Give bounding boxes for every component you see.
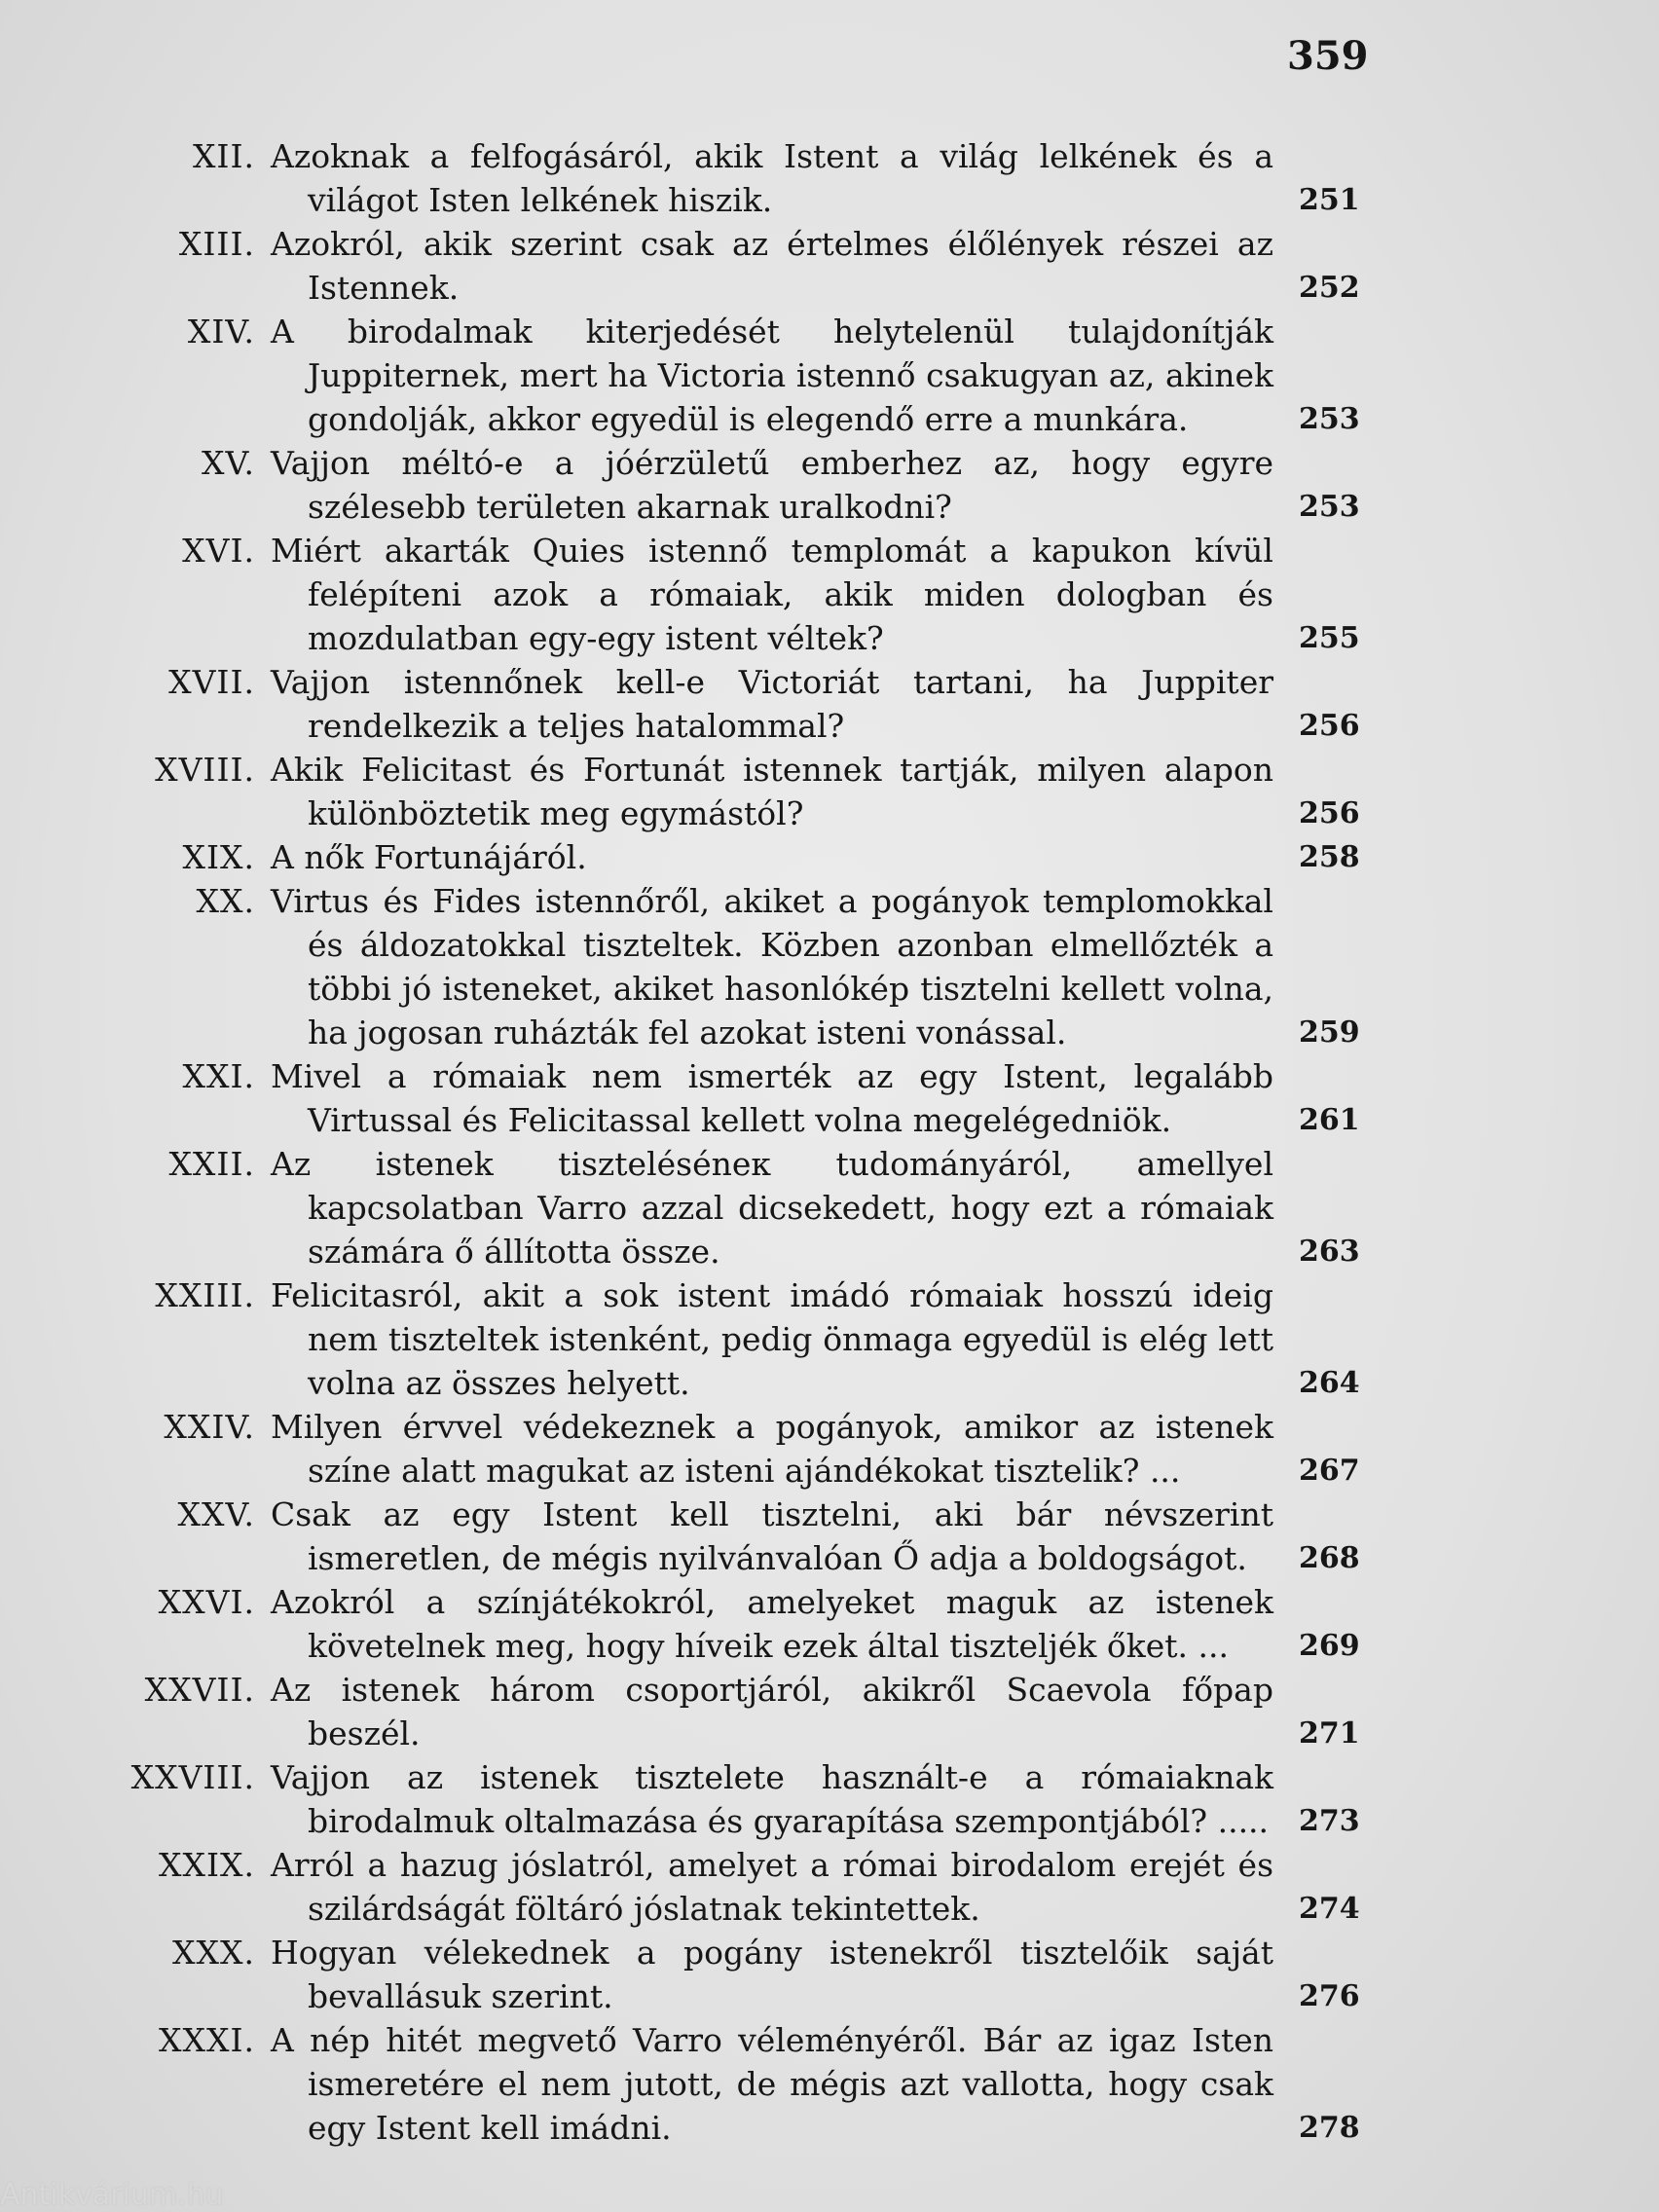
chapter-number: XXV. — [177, 1495, 255, 1533]
chapter-title: Arról a hazug jóslatról, amelyet a római birodalom erejét és szilárdságát föltáró jóslatnak tekintettek. — [271, 1846, 1273, 1928]
chapter-page-ref: 253 — [1299, 402, 1360, 436]
chapter-page-ref: 274 — [1299, 1892, 1360, 1926]
chapter-title-block — [271, 1755, 1273, 1843]
chapter-number: XXVI. — [158, 1583, 255, 1621]
chapter-title: Vajjon méltó-e a jóérzületű emberhez az, hogy egyre szélesebb területen akarnak uralkodni? — [271, 444, 1273, 526]
chapter-title: Vajjon az istenek tisztelete használt-e a rómaiaknak birodalmuk oltalmazása és gyarapítása szempontjából? ..... — [271, 1758, 1273, 1840]
chapter-title-block — [271, 529, 1273, 660]
chapter-number: XVI. — [182, 532, 255, 570]
toc-entry — [0, 1755, 1659, 1843]
chapter-title: Milyen érvvel védekeznek a pogányok, amikor az istenek színe alatt magukat az isteni ajándékokat tisztelik? ... — [271, 1408, 1273, 1490]
chapter-title: A nép hitét megvető Varro véleményéről. Bár az igaz Isten ismeretére el nem jutott, de mégis azt vallotta, hogy csak egy Istent kell imádni. — [271, 2021, 1273, 2147]
toc-entry — [0, 1493, 1659, 1580]
chapter-number: XXIII. — [155, 1276, 255, 1314]
chapter-title-block — [271, 748, 1273, 835]
chapter-page-ref: 258 — [1299, 840, 1360, 874]
chapter-title-block — [271, 1142, 1273, 1273]
chapter-page-ref: 268 — [1299, 1541, 1360, 1575]
toc-entry — [0, 1273, 1659, 1405]
toc-entry — [0, 748, 1659, 835]
chapter-number: XVIII. — [155, 751, 255, 789]
chapter-page-ref: 253 — [1299, 490, 1360, 524]
toc-entry — [0, 1668, 1659, 1755]
toc-entry — [0, 660, 1659, 748]
chapter-title: A nők Fortunájáról. — [271, 838, 587, 876]
chapter-number: XXII. — [168, 1145, 255, 1183]
chapter-page-ref: 273 — [1299, 1804, 1360, 1838]
chapter-title-block — [271, 2018, 1273, 2150]
chapter-page-ref: 255 — [1299, 621, 1360, 655]
chapter-number: XIII. — [178, 225, 255, 263]
chapter-title-block — [271, 1931, 1273, 2018]
chapter-number: XVII. — [168, 663, 255, 701]
chapter-page-ref: 256 — [1299, 709, 1360, 743]
chapter-page-ref: 261 — [1299, 1103, 1360, 1137]
chapter-number: XXVIII. — [130, 1758, 255, 1796]
toc-entry — [0, 1931, 1659, 2018]
chapter-title: Azoknak a felfogásáról, akik Istent a világ lelkének és a világot Isten lelkének hiszik. — [271, 137, 1273, 219]
chapter-title: Mivel a rómaiak nem ismerték az egy Istent, legalább Virtussal és Felicitassal kellett volna megelégedniök. — [271, 1057, 1273, 1139]
chapter-title: Felicitasról, akit a sok istent imádó rómaiak hosszú ideig nem tiszteltek istenként, pedig önmaga egyedül is elég lett volna az összes helyett. — [271, 1276, 1273, 1402]
chapter-title-block — [271, 310, 1273, 441]
chapter-page-ref: 269 — [1299, 1629, 1360, 1663]
chapter-number: XXVII. — [144, 1671, 255, 1709]
chapter-number: XX. — [196, 882, 255, 920]
chapter-page-ref: 252 — [1299, 271, 1360, 305]
chapter-title: Akik Felicitast és Fortunát istennek tartják, milyen alapon különböztetik meg egymástól? — [271, 751, 1273, 832]
chapter-number: XXIV. — [164, 1408, 255, 1446]
chapter-number: XXX. — [172, 1934, 255, 1972]
chapter-number: XXIX. — [158, 1846, 255, 1884]
toc-entry — [0, 310, 1659, 441]
chapter-title-block — [271, 1405, 1273, 1493]
chapter-title: Azokról, akik szerint csak az értelmes élőlények részei az Istennek. — [271, 225, 1273, 307]
table-of-contents — [0, 134, 1659, 2150]
chapter-title-block — [271, 1273, 1273, 1405]
chapter-title: Az istenek három csoportjáról, akikről Scaevola főpap beszél. — [271, 1671, 1273, 1752]
chapter-title: A birodalmak kiterjedését helytelenül tulajdonítják Juppiternek, mert ha Victoria istennő csakugyan az, akinek gondolják, akkor egyedül is elegendő erre a munkára. — [271, 313, 1273, 438]
toc-entry — [0, 1405, 1659, 1493]
chapter-page-ref: 267 — [1299, 1454, 1360, 1488]
chapter-page-ref: 251 — [1299, 183, 1360, 217]
watermark: Antikvárium.hu — [0, 2178, 224, 2212]
chapter-title-block — [271, 1580, 1273, 1668]
chapter-page-ref: 278 — [1299, 2111, 1360, 2145]
toc-entry — [0, 1142, 1659, 1273]
chapter-title: Az istenek tiszteléséneк tudományáról, amellyel kapcsolatban Varro azzal dicsekedett, hogy ezt a rómaiak számára ő állította össze. — [271, 1145, 1273, 1271]
chapter-page-ref: 259 — [1299, 1015, 1360, 1050]
chapter-title: Virtus és Fides istennőről, akiket a pogányok templomokkal és áldozatokkal tiszteltek. Közben azonban elmellőzték a többi jó isteneket, akiket hasonlókép tisztelni kellett volna, ha jogosan ruházták fel azokat isteni vonással. — [271, 882, 1273, 1051]
chapter-title-block — [271, 660, 1273, 748]
toc-entry — [0, 441, 1659, 529]
chapter-page-ref: 271 — [1299, 1716, 1360, 1751]
chapter-title-block — [271, 441, 1273, 529]
chapter-page-ref: 256 — [1299, 796, 1360, 830]
toc-entry — [0, 222, 1659, 310]
chapter-title-block — [271, 879, 1273, 1054]
chapter-number: XII. — [192, 137, 255, 175]
chapter-title-block — [271, 134, 1273, 222]
toc-entry — [0, 529, 1659, 660]
toc-entry — [0, 2018, 1659, 2150]
toc-entry — [0, 1843, 1659, 1931]
toc-entry — [0, 835, 1659, 879]
chapter-number: XIV. — [187, 313, 255, 350]
chapter-page-ref: 263 — [1299, 1235, 1360, 1269]
chapter-title-block — [271, 1668, 1273, 1755]
chapter-title-block — [271, 1054, 1273, 1142]
chapter-number: XXXI. — [158, 2021, 255, 2059]
page-number: 359 — [1287, 33, 1369, 79]
chapter-title-block — [271, 1493, 1273, 1580]
chapter-number: XV. — [201, 444, 255, 482]
chapter-page-ref: 264 — [1299, 1366, 1360, 1400]
chapter-title: Hogyan vélekednek a pogány istenekről tisztelőik saját bevallásuk szerint. — [271, 1934, 1273, 2015]
chapter-title: Miért akarták Quies istennő templomát a kapukon kívül felépíteni azok a rómaiak, akik miden dologban és mozdulatban egy-egy istent véltek? — [271, 532, 1273, 657]
chapter-title: Azokról a színjátékokról, amelyeket maguk az istenek követelnek meg, hogy híveik ezek által tiszteljék őket. ... — [271, 1583, 1273, 1665]
toc-entry — [0, 879, 1659, 1054]
chapter-title-block — [271, 835, 1273, 879]
chapter-title-block — [271, 1843, 1273, 1931]
chapter-page-ref: 276 — [1299, 1979, 1360, 2013]
toc-entry — [0, 1054, 1659, 1142]
chapter-title: Vajjon istennőnek kell-e Victoriát tartani, ha Juppiter rendelkezik a teljes hatalommal? — [271, 663, 1273, 745]
toc-entry — [0, 134, 1659, 222]
toc-entry — [0, 1580, 1659, 1668]
chapter-title-block — [271, 222, 1273, 310]
chapter-title: Csak az egy Istent kell tisztelni, aki bár névszerint ismeretlen, de mégis nyilvánvalóan Ő adja a boldogságot. — [271, 1495, 1273, 1577]
chapter-number: XIX. — [182, 838, 255, 876]
chapter-number: XXI. — [182, 1057, 255, 1095]
